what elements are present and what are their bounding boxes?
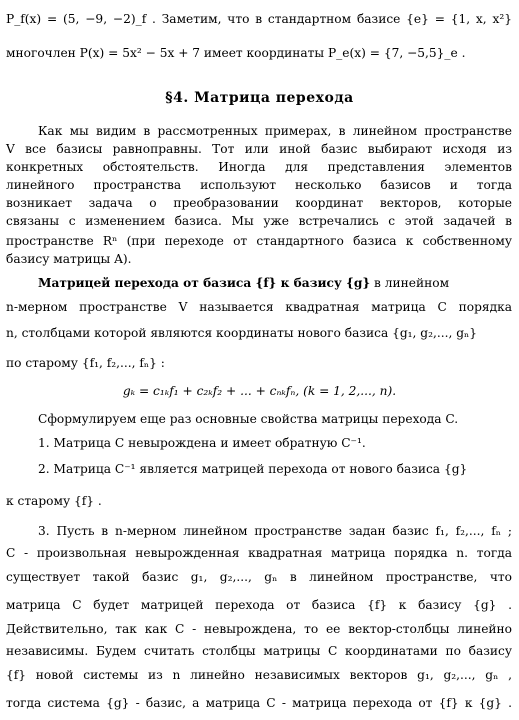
text-line: к старому {f} . bbox=[6, 494, 102, 508]
definition-line bbox=[38, 274, 512, 292]
text-line: конкретных обстоятельств. Иногда для представления элементов bbox=[6, 160, 512, 174]
list-item: 2. Матрица C⁻¹ является матрицей перехода от нового базиса {g} bbox=[38, 462, 468, 476]
section-title: §4. Матрица перехода bbox=[165, 90, 354, 106]
formula: gₖ = c₁ₖf₁ + c₂ₖf₂ + ... + cₙₖfₙ, (k = 1, 2,..., n). bbox=[122, 384, 397, 398]
text-line: связаны с изменением базиса. Мы уже встречались с этой задачей в bbox=[6, 214, 512, 228]
text-fragment: в линейном bbox=[370, 276, 450, 290]
text-line: пространстве Rⁿ (при переходе от стандартного базиса к собственному bbox=[6, 234, 512, 248]
text-line: P_f(x) = (5, −9, −2)_f . Заметим, что в стандартном базисе {e} = {1, x, x²} bbox=[6, 12, 512, 26]
text-line: независимы. Будем считать столбцы матрицы C координатами по базису bbox=[6, 644, 512, 658]
text-line: существует такой базис g₁, g₂,..., gₙ в линейном пространстве, что bbox=[6, 570, 512, 584]
text-line: Сформулируем еще раз основные свойства матрицы перехода C. bbox=[38, 412, 459, 426]
text-line: тогда система {g} - базис, а матрица C - матрица перехода от {f} к {g} . bbox=[6, 696, 512, 710]
text-line: Как мы видим в рассмотренных примерах, в линейном пространстве bbox=[38, 124, 512, 138]
text-line: многочлен P(x) = 5x² − 5x + 7 имеет координаты P_e(x) = {7, −5,5}_e . bbox=[6, 46, 466, 60]
text-line: n, столбцами которой являются координаты нового базиса {g₁, g₂,..., gₙ} bbox=[6, 326, 478, 340]
list-item: 1. Матрица C невырождена и имеет обратную C⁻¹. bbox=[38, 436, 366, 450]
text-line: по старому {f₁, f₂,..., fₙ} : bbox=[6, 356, 165, 370]
text-line: линейного пространства используют несколько базисов и тогда bbox=[6, 178, 512, 192]
text-line: базису матрицы A). bbox=[6, 252, 132, 266]
text-line: C - произвольная невырожденная квадратная матрица порядка n. тогда bbox=[6, 546, 512, 560]
text-line: n-мерном пространстве V называется квадратная матрица C порядка bbox=[6, 300, 512, 314]
text-line: {f} новой системы из n линейно независимых векторов g₁, g₂,..., gₙ , bbox=[6, 668, 512, 682]
text-line: V все базисы равноправны. Тот или иной базис выбирают исходя из bbox=[6, 142, 512, 156]
list-item: 3. Пусть в n-мерном линейном пространстве задан базис f₁, f₂,..., fₙ ; bbox=[38, 524, 512, 538]
text-line: матрица C будет матрицей перехода от базиса {f} к базису {g} . bbox=[6, 598, 512, 612]
text-line: возникает задача о преобразовании координат векторов, которые bbox=[6, 196, 512, 210]
definition-term: Матрицей перехода от базиса {f} к базису {g} bbox=[38, 276, 371, 290]
text-line: Действительно, так как C - невырождена, то ее вектор-столбцы линейно bbox=[6, 622, 512, 636]
